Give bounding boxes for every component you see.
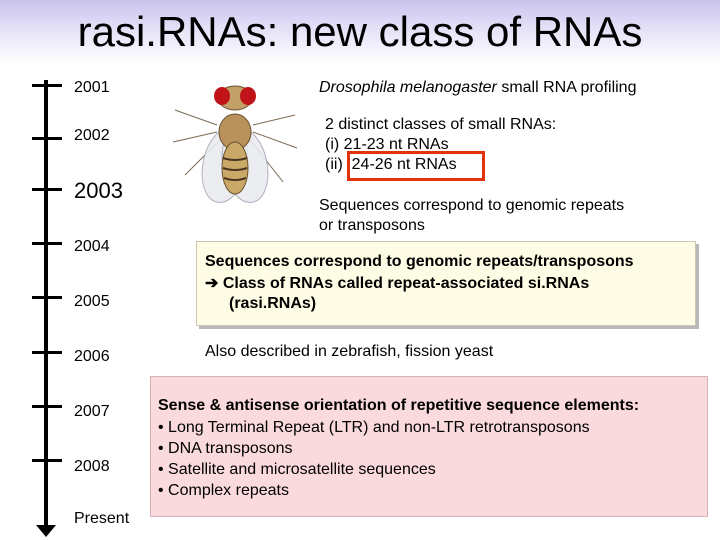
year-label: 2007 xyxy=(74,403,110,420)
bullet-text: Satellite and microsatellite sequences xyxy=(168,461,436,478)
year-label: 2002 xyxy=(74,127,110,144)
callout-line2 xyxy=(205,274,589,294)
entry-2003-line2: or transposons xyxy=(319,217,425,234)
species-name: Drosophila melanogaster xyxy=(319,79,497,96)
timeline-tick xyxy=(32,459,62,462)
timeline-arrow-icon xyxy=(36,525,56,537)
arrow-icon: ➔ xyxy=(205,275,223,292)
bullet-item: • DNA transposons xyxy=(158,440,293,457)
highlight-box xyxy=(347,151,485,181)
slide-title: rasi.RNAs: new class of RNAs xyxy=(77,8,643,55)
entry-2001 xyxy=(319,78,636,98)
bullet-item: • Long Terminal Repeat (LTR) and non-LTR retrotransposons xyxy=(158,419,590,436)
repeat-elements-box xyxy=(150,376,708,517)
timeline-tick xyxy=(32,405,62,408)
callout-line1: Sequences correspond to genomic repeats/transposons xyxy=(205,253,634,270)
bullet-text: DNA transposons xyxy=(168,440,293,457)
bullet-item: • Satellite and microsatellite sequences xyxy=(158,461,436,478)
bullet-item: • Complex repeats xyxy=(158,482,289,499)
year-label: 2005 xyxy=(74,293,110,310)
year-label: 2001 xyxy=(74,79,110,96)
timeline-tick xyxy=(32,296,62,299)
repeat-heading: Sense & antisense orientation of repetitive sequence elements: xyxy=(158,397,640,414)
timeline-tick xyxy=(32,84,62,87)
entry-2002-line1: 2 distinct classes of small RNAs: xyxy=(325,116,557,133)
bullet-text: Complex repeats xyxy=(168,482,289,499)
entry-2002-line2: (i) 21-23 nt RNAs xyxy=(325,136,449,153)
timeline-tick xyxy=(32,242,62,245)
timeline-tick xyxy=(32,351,62,354)
callout-line2-text: Class of RNAs called repeat-associated si.RNAs xyxy=(222,275,590,292)
entry-2006: Also described in zebrafish, fission yeast xyxy=(205,343,494,360)
fruit-fly-image xyxy=(165,70,305,210)
year-label: 2003 xyxy=(74,178,123,203)
year-label: Present xyxy=(74,510,130,527)
year-label: 2008 xyxy=(74,458,110,475)
timeline-tick xyxy=(32,188,62,191)
entry-2002-line3: (ii) 24-26 nt RNAs xyxy=(325,156,457,173)
entry-2003-line1: Sequences correspond to genomic repeats xyxy=(319,197,625,214)
year-label: 2006 xyxy=(74,348,110,365)
timeline-tick xyxy=(32,137,62,140)
rasirna-callout-box xyxy=(196,241,696,326)
callout-line3: (rasi.RNAs) xyxy=(229,295,317,312)
year-label: 2004 xyxy=(74,238,110,255)
entry-2001-text: small RNA profiling xyxy=(496,79,637,96)
bullet-text: Long Terminal Repeat (LTR) and non-LTR retrotransposons xyxy=(168,419,590,436)
